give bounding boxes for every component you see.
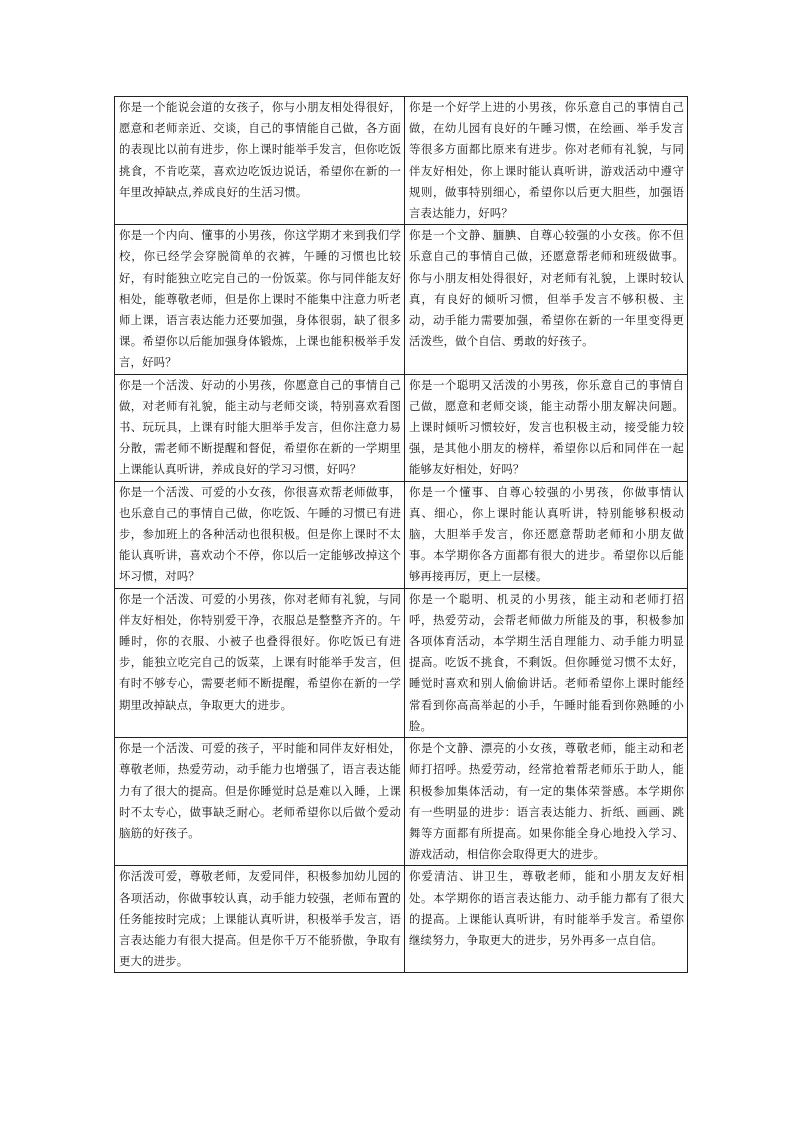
table-row [115, 738, 688, 866]
table-row [115, 866, 688, 973]
table-row [115, 588, 688, 737]
comment-cell: 你是一个活泼、好动的小男孩，你愿意自己的事情自己做，对老师有礼貌，能主动与老师交谈，特别喜欢看图书、玩玩具，上课有时能大胆举手发言，但你注意力易分散，需老师不断提醒和督促，希望你在新的一学期里上课能认真听讲，养成良好的学习习惯，好吗？ [115, 374, 405, 481]
table-row [115, 481, 688, 588]
comment-cell: 你是一个能说会道的女孩子，你与小朋友相处得很好，愿意和老师亲近、交谈，自己的事情能自己做，各方面的表现比以前有进步，你上课时能举手发言，但你吃饭挑食，不肯吃菜，喜欢边吃饭边说话，希望你在新的一年里改掉缺点,养成良好的生活习惯。 [115, 97, 405, 225]
comments-table [114, 96, 688, 973]
comment-cell: 你是一个活泼、可爱的小女孩，你很喜欢帮老师做事，也乐意自己的事情自己做，你吃饭、午睡的习惯已有进步，参加班上的各种活动也很积极。但是你上课时不太能认真听讲，喜欢动个不停，你以后一定能够改掉这个坏习惯，对吗？ [115, 481, 405, 588]
comment-cell: 你是个文静、漂亮的小女孩，尊敬老师，能主动和老师打招呼。热爱劳动，经常抢着帮老师乐于助人，能积极参加集体活动，有一定的集体荣誉感。本学期你有一些明显的进步：语言表达能力、折纸、画画、跳舞等方面都有所提高。如果你能全身心地投入学习、游戏活动，相信你会取得更大的进步。 [405, 738, 688, 866]
comment-cell: 你是一个聪明、机灵的小男孩，能主动和老师打招呼，热爱劳动，会帮老师做力所能及的事，积极参加各项体育活动，本学期生活自理能力、动手能力明显提高。吃饭不挑食，不剩饭。但你睡觉习惯不太好，睡觉时喜欢和别人偷偷讲话。老师希望你上课时能经常看到你高高举起的小手，午睡时能看到你熟睡的小脸。 [405, 588, 688, 737]
comment-cell: 你是一个文静、腼腆、自尊心较强的小女孩。你不但乐意自己的事情自己做，还愿意帮老师和班级做事。你与小朋友相处得很好，对老师有礼貌，上课时较认真，有良好的倾听习惯，但举手发言不够积极、主动，动手能力需要加强，希望你在新的一年里变得更活泼些，做个自信、勇敢的好孩子。 [405, 225, 688, 374]
comment-cell: 你爱清洁、讲卫生，尊敬老师，能和小朋友友好相处。本学期你的语言表达能力、动手能力都有了很大的提高。上课能认真听讲，有时能举手发言。希望你继续努力，争取更大的进步，另外再多一点自信。 [405, 866, 688, 973]
comment-cell: 你是一个内向、懂事的小男孩，你这学期才来到我们学校，你已经学会穿脱简单的衣裤，午睡的习惯也比较好，有时能独立吃完自己的一份饭菜。你与同伴能友好相处，能尊敬老师，但是你上课时不能集中注意力听老师上课，语言表达能力还要加强，身体很弱，缺了很多课。希望你以后能加强身体锻炼，上课也能积极举手发言，好吗？ [115, 225, 405, 374]
comment-cell: 你是一个懂事、自尊心较强的小男孩，你做事情认真、细心，你上课时能认真听讲，特别能够积极动脑，大胆举手发言，你还愿意帮助老师和小朋友做事。本学期你各方面都有很大的进步。希望你以后能够再接再厉，更上一层楼。 [405, 481, 688, 588]
comment-cell: 你是一个活泼、可爱的小男孩，你对老师有礼貌，与同伴友好相处，你特别爱干净，衣服总是整整齐齐的。午睡时，你的衣服、小被子也叠得很好。你吃饭已有进步，能独立吃完自己的饭菜，上课有时能举手发言，但有时不够专心，需要老师不断提醒，希望你在新的一学期里改掉缺点，争取更大的进步。 [115, 588, 405, 737]
table-row [115, 225, 688, 374]
comment-cell: 你是一个好学上进的小男孩，你乐意自己的事情自己做，在幼儿园有良好的午睡习惯，在绘画、举手发言等很多方面都比原来有进步。你对老师有礼貌，与同伴友好相处，你上课时能认真听讲，游戏活动中遵守规则，做事特别细心，希望你以后更大胆些，加强语言表达能力，好吗？ [405, 97, 688, 225]
comment-cell: 你活泼可爱，尊敬老师，友爱同伴，积极参加幼儿园的各项活动，你做事较认真，动手能力较强，老师布置的任务能按时完成；上课能认真听讲，积极举手发言，语言表达能力有很大提高。但是你千万不能骄傲，争取有更大的进步。 [115, 866, 405, 973]
table-row [115, 374, 688, 481]
comment-cell: 你是一个聪明又活泼的小男孩，你乐意自己的事情自己做，愿意和老师交谈，能主动帮小朋友解决问题。上课时倾听习惯较好，发言也积极主动，接受能力较强，是其他小朋友的榜样，希望你以后和同伴在一起能够友好相处，好吗？ [405, 374, 688, 481]
comment-cell: 你是一个活泼、可爱的孩子，平时能和同伴友好相处，尊敬老师，热爱劳动，动手能力也增强了，语言表达能力有了很大的提高。但是你睡觉时总是难以入睡，上课时不太专心，做事缺乏耐心。老师希望你以后做个爱动脑筋的好孩子。 [115, 738, 405, 866]
table-row [115, 97, 688, 225]
